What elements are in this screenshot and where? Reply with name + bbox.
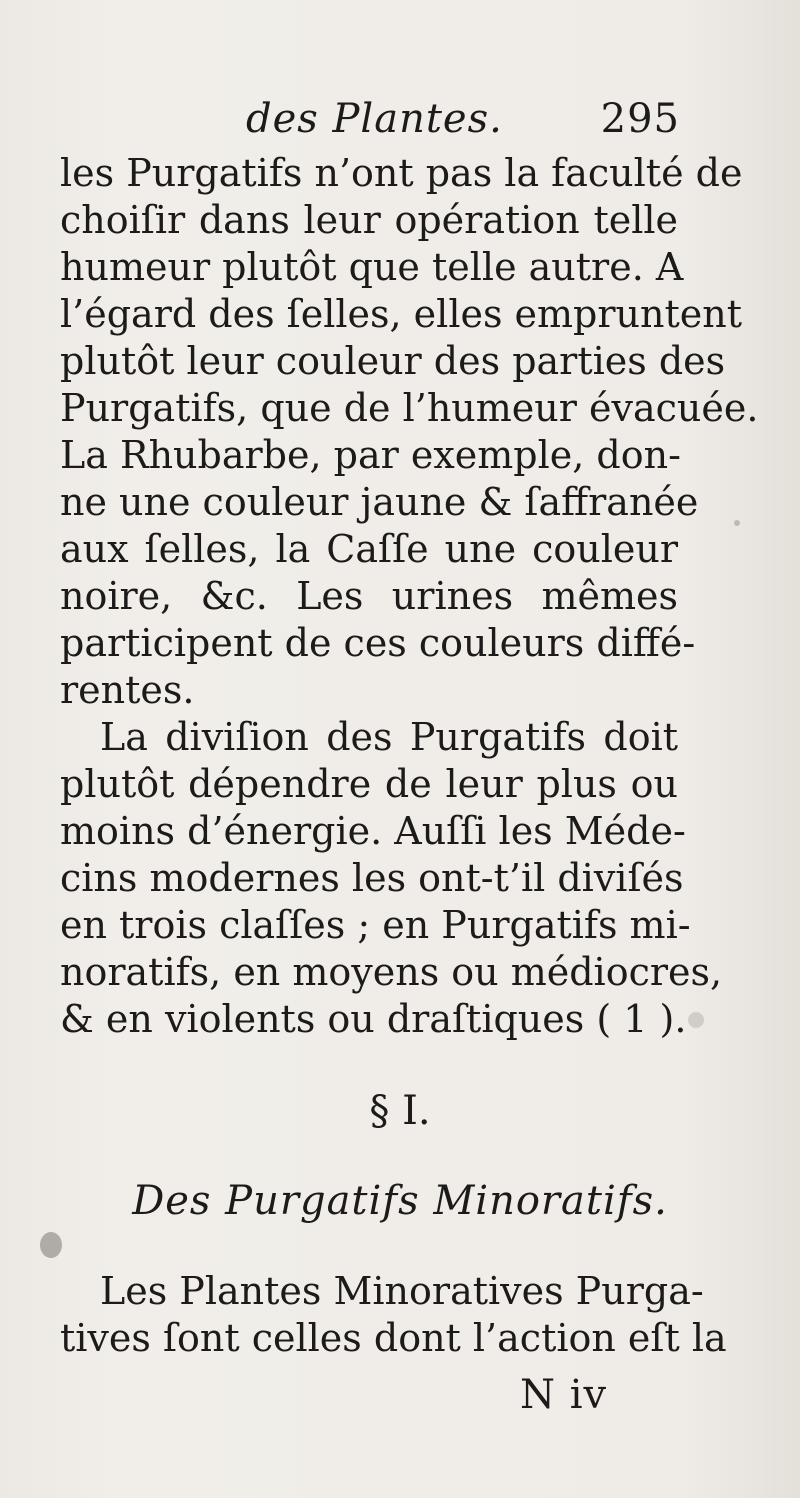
text-line: noratifs, en moyens ou médiocres, — [60, 950, 723, 994]
running-head — [60, 96, 680, 146]
ink-spot — [40, 1232, 62, 1258]
text-line: & en violents ou draſtiques ( 1 ). — [60, 997, 687, 1041]
text-line: plutôt leur couleur des parties des — [60, 339, 726, 383]
text-line: moins d’énergie. Auſſi les Méde- — [60, 809, 686, 853]
text-line: ne une couleur jaune & ſaffranée — [60, 480, 699, 524]
page-number: 295 — [600, 96, 680, 142]
text-line: plutôt dépendre de leur plus ou — [60, 762, 678, 806]
text-line: l’égard des ſelles, elles empruntent — [60, 292, 742, 336]
signature-mark: N iv — [520, 1372, 608, 1418]
text-line: choiſir dans leur opération telle — [60, 198, 678, 242]
text-line: La diviſion des Purgatifs doit — [100, 715, 678, 759]
section-title: Des Purgatifs Minoratifs. — [132, 1178, 668, 1224]
running-head-title: des Plantes. — [246, 96, 503, 142]
text-line: rentes. — [60, 668, 195, 712]
text-line: tives ſont celles dont l’action eſt la — [60, 1316, 727, 1360]
section-number: § I. — [369, 1088, 431, 1134]
text-line: Purgatifs, que de l’humeur évacuée. — [60, 386, 759, 430]
text-line: La Rhubarbe, par exemple, don- — [60, 433, 681, 477]
text-line: noire, &c. Les urines mêmes — [60, 574, 678, 618]
text-line: les Purgatifs n’ont pas la faculté de — [60, 151, 743, 195]
text-line: humeur plutôt que telle autre. A — [60, 245, 684, 289]
body-text — [60, 150, 759, 1043]
text-line: aux ſelles, la Caſſe une couleur — [60, 527, 678, 571]
text-line: Les Plantes Minoratives Purga- — [100, 1269, 704, 1313]
section-paragraph — [60, 1265, 727, 1360]
text-line: participent de ces couleurs diffé- — [60, 621, 696, 665]
ink-spot — [688, 1012, 704, 1028]
ink-spot — [734, 520, 740, 526]
text-line: en trois claſſes ; en Purgatifs mi- — [60, 903, 691, 947]
text-line: cins modernes les ont-t’il diviſés — [60, 856, 684, 900]
